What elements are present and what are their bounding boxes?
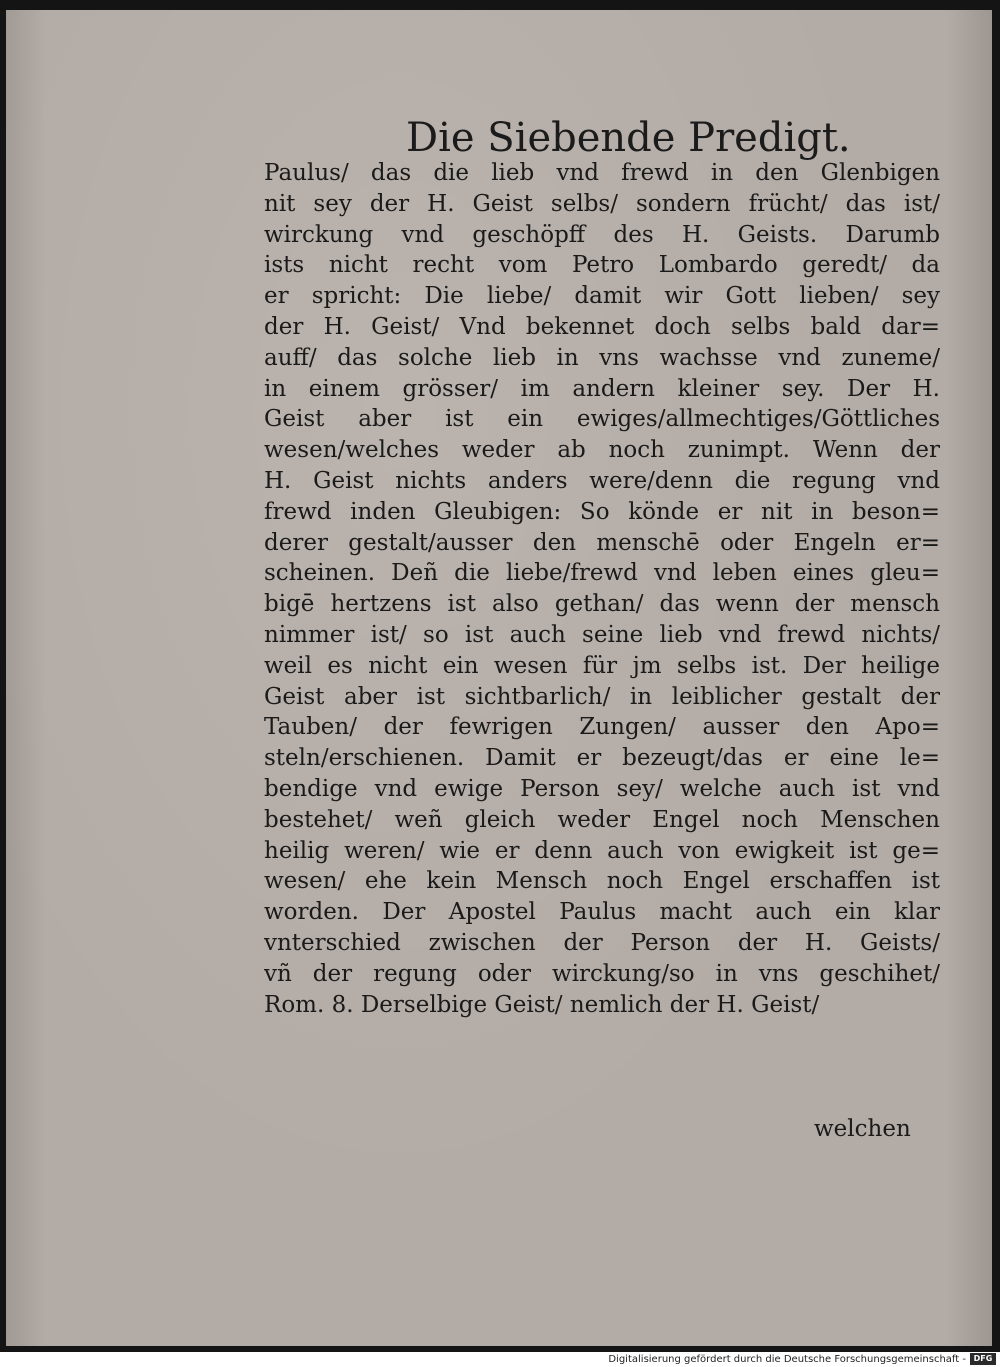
text-line: Geist aber ist ein ewiges/allmechtiges/Göttliches (264, 406, 940, 433)
text-line: wirckung vnd geschöpff des H. Geists. Darumb (264, 221, 940, 248)
text-line: heilig weren/ wie er denn auch von ewigkeit ist ge= (264, 837, 940, 864)
text-line: bendige vnd ewige Person sey/ welche auch ist vnd (264, 775, 940, 802)
funding-credit: Digitalisierung gefördert durch die Deutsche Forschungsgemeinschaft - (608, 1354, 966, 1365)
text-line: Paulus/ das die lieb vnd frewd in den Glenbigen (264, 160, 940, 186)
text-line: auff/ das solche lieb in vns wachsse vnd zuneme/ (264, 344, 940, 371)
text-line: nimmer ist/ so ist auch seine lieb vnd frewd nichts/ (264, 621, 940, 648)
body-text (264, 158, 940, 1020)
text-line: weil es nicht ein wesen für jm selbs ist. Der heilige (264, 652, 940, 679)
text-line: worden. Der Apostel Paulus macht auch ein klar (264, 899, 940, 926)
text-line: er spricht: Die liebe/ damit wir Gott lieben/ sey (264, 283, 940, 310)
text-line: bigē hertzens ist also gethan/ das wenn der mensch (264, 591, 940, 618)
text-line: scheinen. Deñ die liebe/frewd vnd leben eines gleu= (264, 560, 940, 587)
dfg-logo-icon: DFG (970, 1353, 996, 1365)
text-line: vnterschied zwischen der Person der H. Geists/ (264, 929, 940, 956)
text-line: wesen/ ehe kein Mensch noch Engel erschaffen ist (264, 868, 940, 895)
text-line: H. Geist nichts anders were/denn die regung vnd (264, 467, 940, 494)
text-line: Tauben/ der fewrigen Zungen/ ausser den Apo= (264, 714, 940, 741)
catchword: welchen (814, 1116, 911, 1142)
text-line: in einem grösser/ im andern kleiner sey. Der H. (264, 375, 940, 402)
text-line: Rom. 8. Derselbige Geist/ nemlich der H. Geist/ (264, 991, 820, 1018)
text-line: Geist aber ist sichtbarlich/ in leiblicher gestalt der (264, 683, 940, 710)
page-heading: Die Siebende Predigt. (406, 115, 851, 161)
text-line: bestehet/ weñ gleich weder Engel noch Menschen (264, 806, 940, 833)
text-line: wesen/welches weder ab noch zunimpt. Wenn der (264, 437, 940, 464)
book-page (6, 10, 992, 1346)
text-line: ists nicht recht vom Petro Lombardo geredt/ da (264, 252, 940, 279)
text-line: frewd inden Gleubigen: So könde er nit in beson= (264, 498, 940, 525)
text-line: steln/erschienen. Damit er bezeugt/das er eine le= (264, 745, 940, 772)
text-line: nit sey der H. Geist selbs/ sondern frücht/ das ist/ (264, 190, 940, 217)
text-line: vñ der regung oder wirckung/so in vns geschihet/ (264, 960, 940, 987)
text-line: der H. Geist/ Vnd bekennet doch selbs bald dar= (264, 313, 940, 340)
footer-bar (0, 1352, 1000, 1367)
text-line: derer gestalt/ausser den menschē oder Engeln er= (264, 529, 940, 556)
